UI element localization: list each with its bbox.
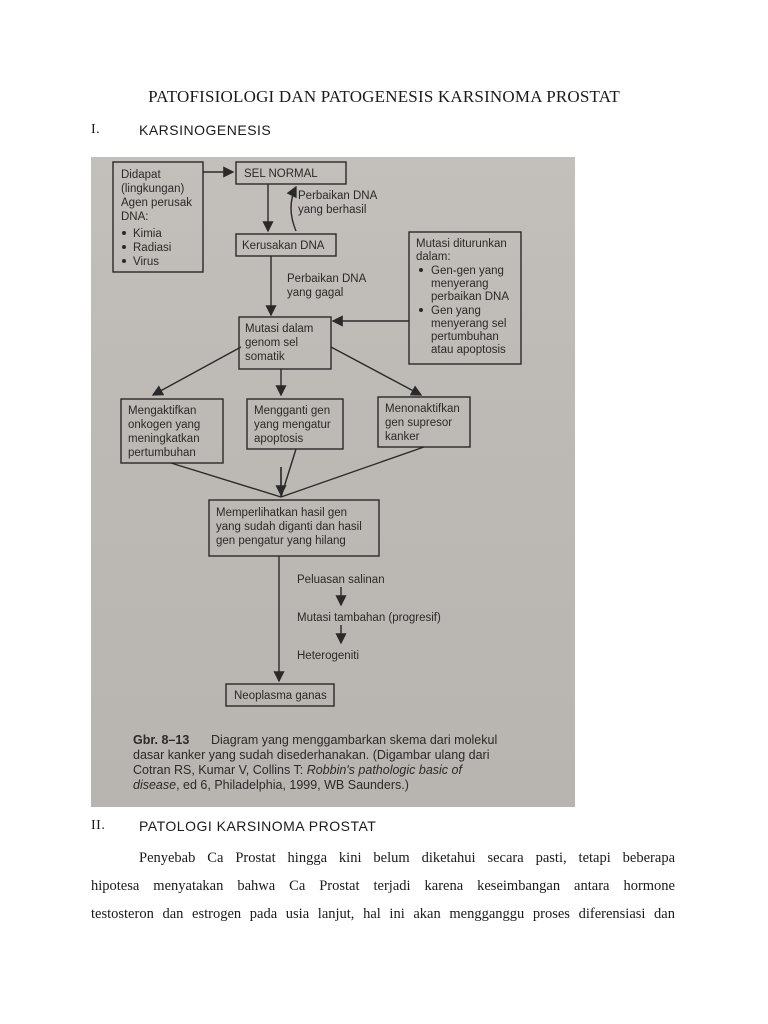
agent-item: Kimia <box>133 228 162 240</box>
heterogeniti-label: Heterogeniti <box>297 650 360 662</box>
mengaktifkan-line: pertumbuhan <box>128 447 196 459</box>
gen-list-line: Gen-gen yang <box>431 265 504 277</box>
mutasi-tambahan-label: Mutasi tambahan (progresif) <box>297 612 441 624</box>
section-2-title: PATOLOGI KARSINOMA PROSTAT <box>139 818 377 834</box>
arrow <box>153 347 241 395</box>
gen-list-line: menyerang sel <box>431 318 507 330</box>
memperlihatkan-line: gen pengatur yang hilang <box>216 535 346 547</box>
mutasi-somatik-line: somatik <box>245 351 285 363</box>
mengaktifkan-line: Mengaktifkan <box>128 405 197 417</box>
menonaktifkan-line: gen supresor <box>385 417 453 429</box>
mengganti-line: Mengganti gen <box>254 405 331 417</box>
merge-line <box>281 449 296 497</box>
perbaikan-berhasil-label: Perbaikan DNA <box>298 190 378 202</box>
perbaikan-gagal-label: Perbaikan DNA <box>287 273 367 285</box>
agent-item: Radiasi <box>133 242 172 254</box>
caption-line: dasar kanker yang sudah disederhanakan. (Digambar ulang dari <box>133 748 490 762</box>
merge-line <box>281 447 424 497</box>
caption-line: disease, ed 6, Philadelphia, 1999, WB Saunders.) <box>133 778 409 792</box>
bullet-icon <box>122 245 126 249</box>
perbaikan-berhasil-label: yang berhasil <box>298 204 367 216</box>
section-1-title: KARSINOGENESIS <box>139 122 272 138</box>
section-1-number: I. <box>91 122 101 137</box>
caption-line: Cotran RS, Kumar V, Collins T: Robbin's pathologic basic of <box>133 763 462 777</box>
paragraph-line: Penyebab Ca Prostat hingga kini belum diketahui secara pasti, tetapi beberapa <box>139 850 675 866</box>
neoplasma-label: Neoplasma ganas <box>234 690 327 702</box>
arrow <box>291 187 296 231</box>
bullet-icon <box>122 259 126 263</box>
agent-item: Virus <box>133 256 159 268</box>
gen-list-line: pertumbuhan <box>431 331 499 343</box>
menonaktifkan-line: kanker <box>385 431 420 443</box>
bullet-icon <box>419 308 423 312</box>
paragraph-line: hipotesa menyatakan bahwa Ca Prostat terjadi karena keseimbangan antara hormone <box>91 878 675 894</box>
mengganti-line: apoptosis <box>254 433 304 445</box>
caption-line: Diagram yang menggambarkan skema dari molekul <box>211 733 498 747</box>
mutasi-somatik-line: genom sel <box>245 337 299 349</box>
caption-label: Gbr. 8–13 <box>133 733 190 747</box>
didapat-line: (lingkungan) <box>121 183 185 195</box>
gen-list-line: atau apoptosis <box>431 344 506 356</box>
didapat-line: DNA: <box>121 211 149 223</box>
memperlihatkan-line: Memperlihatkan hasil gen <box>216 507 348 519</box>
mutasi-diturunkan-line: dalam: <box>416 251 451 263</box>
mengaktifkan-line: onkogen yang <box>128 419 201 431</box>
gen-list-line: perbaikan DNA <box>431 291 509 303</box>
merge-line <box>171 463 281 497</box>
sel-normal-label: SEL NORMAL <box>244 168 318 180</box>
mengganti-line: yang mengatur <box>254 419 331 431</box>
bullet-icon <box>122 231 126 235</box>
section-2-number: II. <box>91 818 106 833</box>
bullet-icon <box>419 268 423 272</box>
memperlihatkan-line: yang sudah diganti dan hasil <box>216 521 362 533</box>
mutasi-diturunkan-line: Mutasi diturunkan <box>416 238 507 250</box>
karsinogenesis-flowchart <box>91 157 575 807</box>
kerusakan-label: Kerusakan DNA <box>242 240 325 252</box>
arrow <box>331 347 421 395</box>
didapat-line: Didapat <box>121 169 161 181</box>
diagram-photo <box>91 157 575 807</box>
paragraph-line: testosteron dan estrogen pada usia lanjut, hal ini akan mengganggu proses diferensiasi dan <box>91 906 675 922</box>
gen-list-line: Gen yang <box>431 305 481 317</box>
page-title: PATOFISIOLOGI DAN PATOGENESIS KARSINOMA PROSTAT <box>148 87 620 106</box>
peluasan-label: Peluasan salinan <box>297 574 385 586</box>
perbaikan-gagal-label: yang gagal <box>287 287 344 299</box>
gen-list-line: menyerang <box>431 278 489 290</box>
didapat-line: Agen perusak <box>121 197 192 209</box>
mutasi-somatik-line: Mutasi dalam <box>245 323 314 335</box>
mengaktifkan-line: meningkatkan <box>128 433 200 445</box>
menonaktifkan-line: Menonaktifkan <box>385 403 460 415</box>
